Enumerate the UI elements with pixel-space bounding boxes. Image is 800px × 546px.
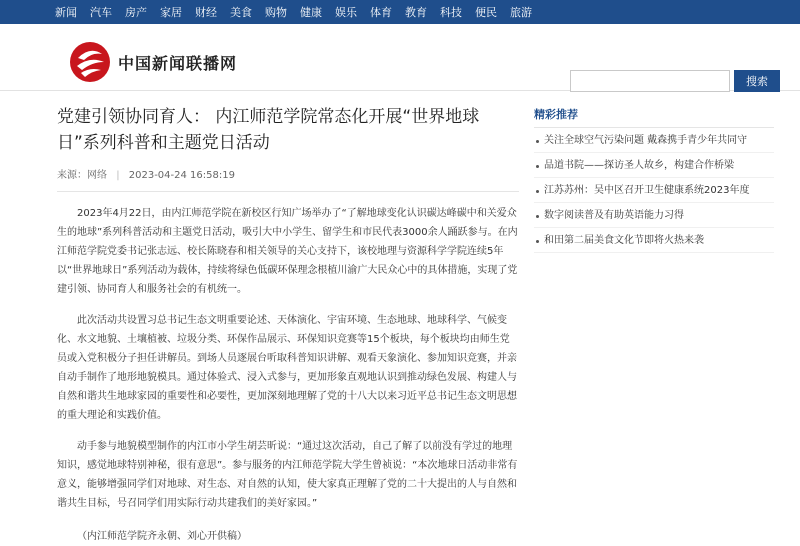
nav-item-services[interactable]: 便民 bbox=[475, 6, 497, 19]
search-bar bbox=[570, 70, 780, 92]
nav-item-realestate[interactable]: 房产 bbox=[125, 6, 147, 19]
recommendations-panel bbox=[534, 106, 774, 253]
site-logo[interactable] bbox=[68, 40, 237, 84]
site-header bbox=[0, 24, 800, 91]
recommendations-list bbox=[534, 128, 774, 253]
nav-item-education[interactable]: 教育 bbox=[405, 6, 427, 19]
nav-item-tech[interactable]: 科技 bbox=[440, 6, 462, 19]
nav-item-health[interactable]: 健康 bbox=[300, 6, 322, 19]
nav-item-home[interactable]: 家居 bbox=[160, 6, 182, 19]
article-credit: （内江师范学院齐永朝、刘心开供稿） bbox=[77, 531, 247, 542]
recommendation-link[interactable]: 和田第二届美食文化节即将火热来袭 bbox=[534, 228, 774, 253]
nav-item-news[interactable]: 新闻 bbox=[55, 6, 77, 19]
logo-icon bbox=[68, 40, 112, 84]
article-paragraph: 动手参与地貌模型制作的内江市小学生胡芸昕说：“通过这次活动，自己了解了以前没有学过的地理知识，感觉地球特别神秘，很有意思”。参与服务的内江师范学院大学生曾祯说：“本次地球日活动非常有意义，能够增强同学们对地球、对生态、对自然的认知，使大家真正理解了党的二十大提出的人与自然和谐共生目标，号召同学们用实际行动共建我们的美好家园。” bbox=[57, 441, 518, 509]
article-datetime: 2023-04-24 16:58:19 bbox=[128, 170, 235, 181]
nav-item-travel[interactable]: 旅游 bbox=[510, 6, 532, 19]
recommendation-link[interactable]: 品道书院——探访圣人故乡，构建合作桥梁 bbox=[534, 153, 774, 178]
article-paragraph: 2023年4月22日，由内江师范学院在新校区行知广场举办了“了解地球变化认识碳达峰碳中和关爱众生的地球”系列科普活动和主题党日活动，吸引大中小学生、留学生和市民代表3000余人踊跃参与。在内江师范学院党委书记张志远、校长陈晓春和相关领导的关心支持下，该校地理与资源科学学院连续5年以“世界地球日”系列活动为载体，持续将绿色低碳环保理念根植川渝广大民众心中的具体措施，实现了党建引领、协同育人和服务社会的有机统一。 bbox=[57, 208, 518, 295]
nav-item-auto[interactable]: 汽车 bbox=[90, 6, 112, 19]
article-source: 来源：网络 bbox=[57, 170, 107, 181]
sidebar-title: 精彩推荐 bbox=[534, 106, 774, 128]
nav-item-shopping[interactable]: 购物 bbox=[265, 6, 287, 19]
nav-item-food[interactable]: 美食 bbox=[230, 6, 252, 19]
recommendation-link[interactable]: 数字阅读普及有助英语能力习得 bbox=[534, 203, 774, 228]
meta-separator: | bbox=[116, 170, 120, 181]
recommendation-link[interactable]: 江苏苏州：吴中区召开卫生健康系统2023年度 bbox=[534, 178, 774, 203]
article bbox=[57, 104, 519, 546]
article-meta bbox=[57, 166, 519, 192]
article-paragraph: 此次活动共设置习总书记生态文明重要论述、天体演化、宇宙环境、生态地球、地球科学、气候变化、水文地貌、土壤植被、垃圾分类、环保作品展示、环保知识竞赛等15个板块，每个板块均由师生党员或入党积极分子担任讲解员。到场人员逐展台听取科普知识讲解、观看天象演化、参加知识竞赛，并亲自动手制作了地形地貌模具。通过体验式、浸入式参与，更加形象直观地认识到推动绿色发展、构建人与自然和谐共生地球家园的重要性和必要性，更加深刻地理解了党的十八大以来习近平总书记生态文明思想的重大理论和实践价值。 bbox=[57, 315, 517, 421]
nav-item-sports[interactable]: 体育 bbox=[370, 6, 392, 19]
top-navigation bbox=[0, 0, 800, 24]
article-body bbox=[57, 204, 519, 546]
search-input[interactable] bbox=[570, 70, 730, 92]
nav-item-finance[interactable]: 财经 bbox=[195, 6, 217, 19]
site-name: 中国新闻联播网 bbox=[118, 53, 238, 73]
article-title: 党建引领协同育人： 内江师范学院常态化开展“世界地球日”系列科普和主题党日活动 bbox=[57, 107, 480, 153]
nav-item-entertainment[interactable]: 娱乐 bbox=[335, 6, 357, 19]
recommendation-link[interactable]: 关注全球空气污染问题 戴森携手青少年共同守 bbox=[534, 128, 774, 153]
search-button[interactable]: 搜索 bbox=[734, 70, 780, 92]
